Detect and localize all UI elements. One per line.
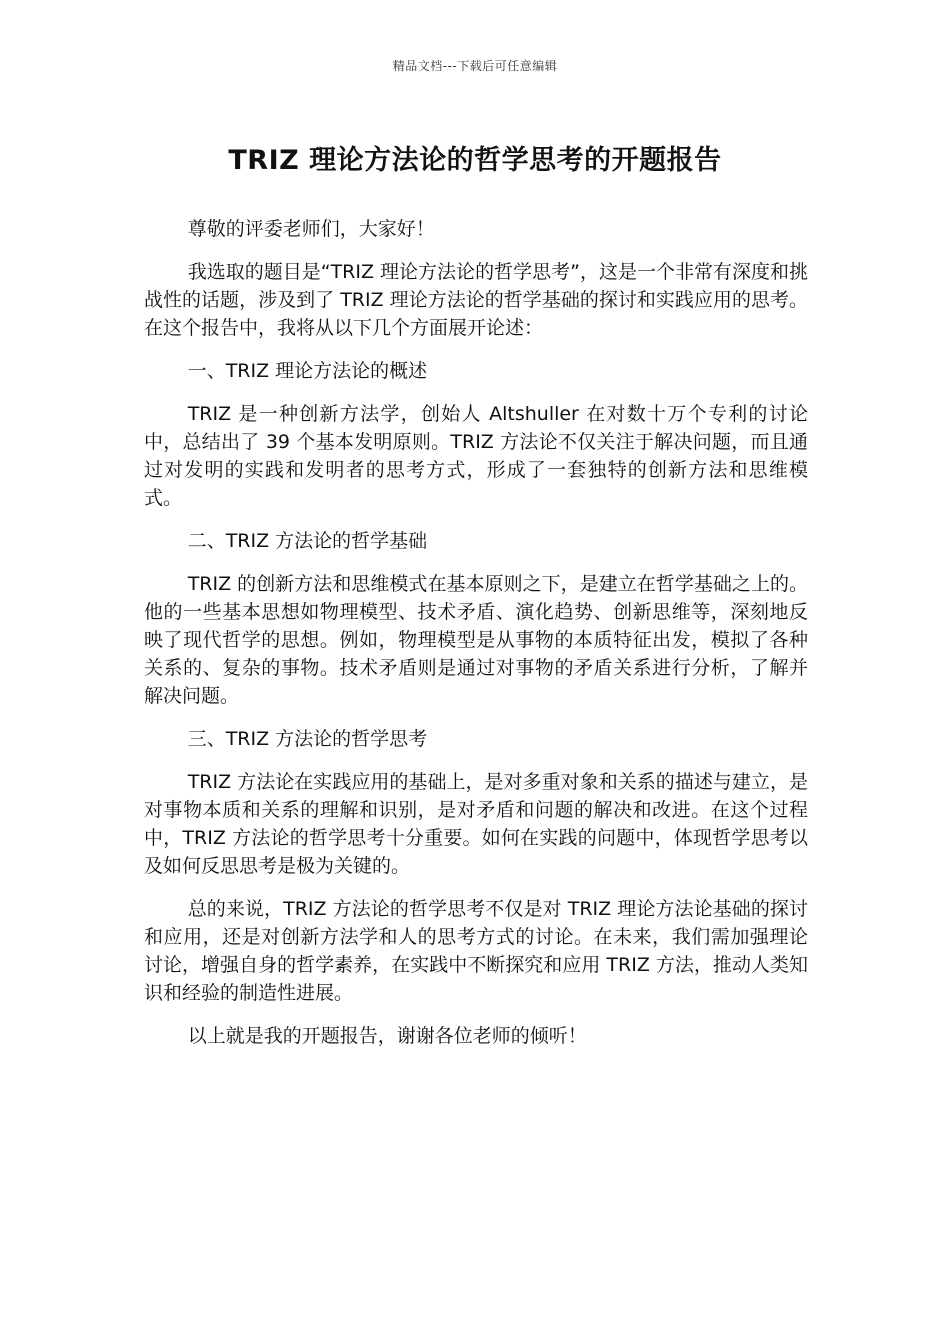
paragraph-greeting: 尊敬的评委老师们，大家好！ xyxy=(187,218,435,240)
section-heading-3: 三、TRIZ 方法论的哲学思考 xyxy=(187,728,428,750)
document-title: TRIZ 理论方法论的哲学思考的开题报告 xyxy=(228,145,722,176)
paragraph-intro: 我选取的题目是“TRIZ 理论方法论的哲学思考”，这是一个非常有深度和挑战性的话题，涉及到了 TRIZ 理论方法论的哲学基础的探讨和实践应用的思考。在这个报告中，我将从以下几个方面展开论述： xyxy=(144,261,808,339)
paragraph-conclusion: 总的来说，TRIZ 方法论的哲学思考不仅是对 TRIZ 理论方法论基础的探讨和应用，还是对创新方法学和人的思考方式的讨论。在未来，我们需加强理论讨论，增强自身的哲学素养，在实践中不断探究和应用 TRIZ 方法，推动人类知识和经验的制造性进展。 xyxy=(144,898,808,1004)
paragraph-section-1: TRIZ 是一种创新方法学，创始人 Altshuller 在对数十万个专利的讨论中，总结出了 39 个基本发明原则。TRIZ 方法论不仅关注于解决问题，而且通过对发明的实践和发明者的思考方式，形成了一套独特的创新方法和思维模式。 xyxy=(144,403,808,509)
paragraph-closing: 以上就是我的开题报告，谢谢各位老师的倾听！ xyxy=(187,1025,587,1047)
paragraph-section-2: TRIZ 的创新方法和思维模式在基本原则之下，是建立在哲学基础之上的。他的一些基本思想如物理模型、技术矛盾、演化趋势、创新思维等，深刻地反映了现代哲学的思想。例如，物理模型是从事物的本质特征出发，模拟了各种关系的、复杂的事物。技术矛盾则是通过对事物的矛盾关系进行分析，了解并解决问题。 xyxy=(144,573,808,707)
paragraph-section-3: TRIZ 方法论在实践应用的基础上，是对多重对象和关系的描述与建立，是对事物本质和关系的理解和识别，是对矛盾和问题的解决和改进。在这个过程中，TRIZ 方法论的哲学思考十分重要。如何在实践的问题中，体现哲学思考以及如何反思思考是极为关键的。 xyxy=(144,771,808,877)
header-note: 精品文档---下载后可任意编辑 xyxy=(392,59,558,73)
section-heading-2: 二、TRIZ 方法论的哲学基础 xyxy=(187,530,428,552)
document-body xyxy=(144,215,808,1065)
section-heading-1: 一、TRIZ 理论方法论的概述 xyxy=(187,360,428,382)
